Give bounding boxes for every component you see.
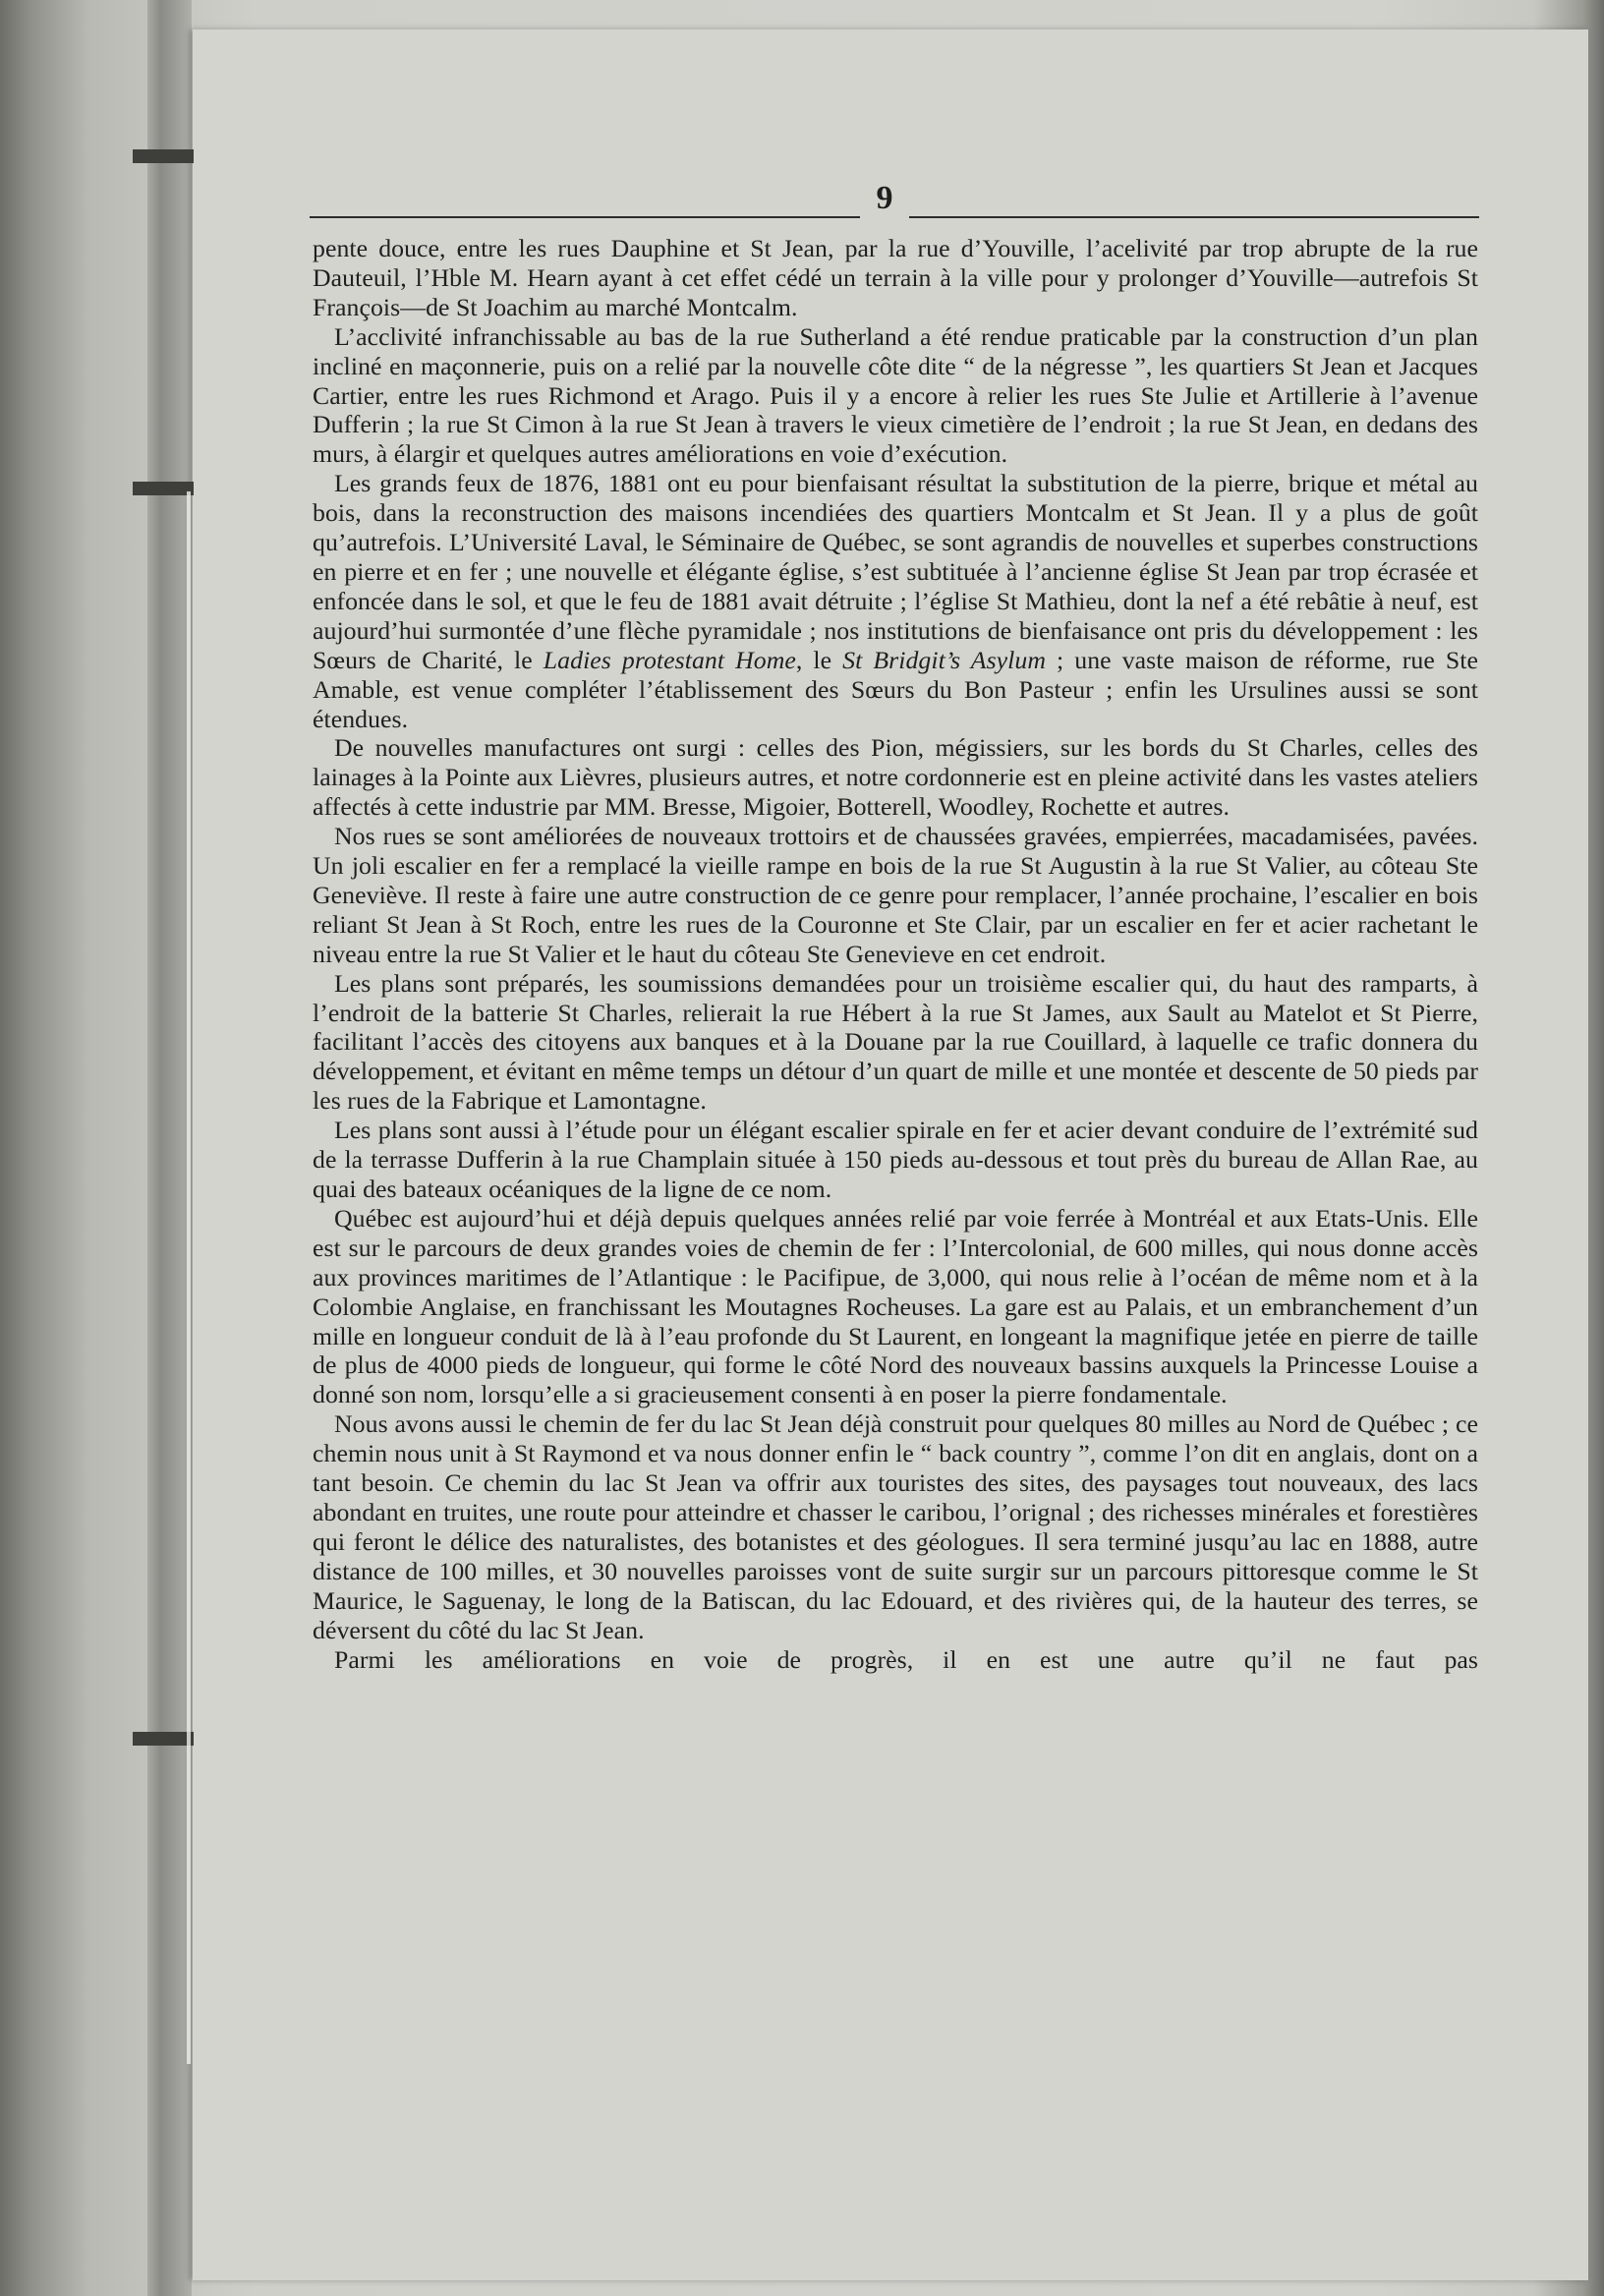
text-segment: Nos rues se sont améliorées de nouveaux trottoirs et de chaussées gravées, empierrées, macadamisées, pavées. Un joli escalier en fer a remplacé la vieille rampe en bois de la rue St Augustin à la rue St Valier, au côteau Ste Geneviève. Il reste à faire une autre construction de ce genre pour remplacer, l’année prochaine, l’escalier en bois reliant St Jean à St Roch, entre les rues de la Couronne et Ste Clair, par un escalier en fer et acier rachetant le niveau entre la rue St Valier et le haut du côteau Ste Genevieve en cet endroit.: [313, 822, 1478, 968]
paragraph: [313, 969, 1478, 1117]
paragraph: [313, 733, 1478, 822]
page-number: 9: [876, 180, 893, 216]
paragraph: [313, 1204, 1478, 1409]
text-segment: Nous avons aussi le chemin de fer du lac St Jean déjà construit pour quelques 80 milles au Nord de Québec ; ce chemin nous unit à St Raymond et va nous donner enfin le “ back country ”, comme l’on dit en anglais, dont on a tant besoin. Ce chemin du lac St Jean va offrir aux touristes des sites, des paysages tout nouveaux, des lacs abondant en truites, une route pour atteindre et chasser le caribou, l’orignal ; des richesses minérales et forestières qui feront le délice des naturalistes, des botanistes et des géologues. Il sera terminé jusqu’au lac en 1888, autre distance de 100 milles, et 30 nouvelles paroisses vont de suite surgir sur un parcours pittoresque comme le St Maurice, le Saguenay, le long de la Batiscan, du lac Edouard, et des rivières qui, de la hauteur des terres, se déversent du côté du lac St Jean.: [313, 1409, 1478, 1644]
book-gutter: [147, 0, 192, 2296]
binding-staple-top: [133, 149, 194, 163]
text-segment: , le: [795, 645, 843, 674]
header-rule-left: [310, 216, 860, 218]
text-segment: pente douce, entre les rues Dauphine et St Jean, par la rue d’Youville, l’acelivité par trop abrupte de la rue Dauteuil, l’Hble M. Hearn ayant à cet effet cédé un terrain à la ville pour y prolonger d’Youville—autrefois St François—de St Joachim au marché Montcalm.: [313, 234, 1478, 321]
page-header: [310, 180, 1479, 220]
italic-text: Ladies protestant Home: [543, 645, 796, 674]
paragraph: [313, 322, 1478, 470]
binding-staple-middle: [133, 482, 194, 495]
text-segment: Québec est aujourd’hui et déjà depuis quelques années relié par voie ferrée à Montréal et aux Etats-Unis. Elle est sur le parcours de deux grandes voies de chemin de fer : l’Intercolonial, de 600 milles, qui nous donne accès aux provinces maritimes de l’Atlantique : le Pacifipue, de 3,000, qui nous relie à l’océan de même nom et à la Colombie Anglaise, en franchissant les Moutagnes Rocheuses. La gare est au Palais, et un embranchement d’un mille en longueur conduit de là à l’eau profonde du St Laurent, en longeant la magnifique jetée en pierre de taille de plus de 4000 pieds de longueur, qui forme le côté Nord des nouveaux bassins auxquels la Princesse Louise a donné son nom, lorsqu’elle a si gracieusement consenti à en poser la pierre fondamentale.: [313, 1203, 1478, 1409]
text-segment: Parmi les améliorations en voie de progrès, il en est une autre qu’il ne faut pas: [334, 1644, 1478, 1674]
text-segment: Les grands feux de 1876, 1881 ont eu pour bienfaisant résultat la substitution de la pierre, brique et métal au bois, dans la reconstruction des maisons incendiées des quartiers Montcalm et St Jean. Il y a plus de goût qu’autrefois. L’Université Laval, le Séminaire de Québec, se sont agrandis de nouvelles et superbes constructions en pierre et en fer ; une nouvelle et élégante église, s’est subtituée à l’ancienne église St Jean par trop écrasée et enfoncée dans le sol, et que le feu de 1881 avait détruite ; l’église St Mathieu, dont la nef a été rebâtie à neuf, est aujourd’hui surmontée d’une flèche pyramidale ; nos institutions de bienfaisance ont pris du développement : les Sœurs de Charité, le: [313, 469, 1478, 674]
binding-thread: [187, 491, 191, 2064]
paragraph: [313, 469, 1478, 733]
header-rule-right: [909, 216, 1479, 218]
binding-staple-bottom: [133, 1732, 194, 1746]
paragraph: [313, 822, 1478, 969]
text-segment: Les plans sont préparés, les soumissions demandées pour un troisième escalier qui, du haut des ramparts, à l’endroit de la batterie St Charles, relierait la rue Hébert à la rue St James, aux Sault au Matelot et St Pierre, facilitant l’accès des citoyens aux banques et à la Douane par la rue Couillard, à laquelle ce trafic donnera du développement, et évitant en même temps un détour d’un quart de mille et une montée et descente de 50 pieds par les rues de la Fabrique et Lamontagne.: [313, 968, 1478, 1116]
body-text: [313, 234, 1478, 1674]
text-segment: L’acclivité infranchissable au bas de la rue Sutherland a été rendue praticable par la construction d’un plan incliné en maçonnerie, puis on a relié par la nouvelle côte dite “ de la négresse ”, les quartiers St Jean et Jacques Cartier, entre les rues Richmond et Arago. Puis il y a encore à relier les rues Ste Julie et Artillerie à l’avenue Dufferin ; la rue St Cimon à la rue St Jean à travers le vieux cimetière de l’endroit ; la rue St Jean, en dedans des murs, à élargir et quelques autres améliorations en voie d’exécution.: [313, 321, 1478, 469]
paragraph: [313, 234, 1478, 322]
paragraph: [313, 1409, 1478, 1644]
text-segment: Les plans sont aussi à l’étude pour un élégant escalier spirale en fer et acier devant conduire de l’extrémité sud de la terrasse Dufferin à la rue Champlain située à 150 pieds au-dessous et tout près du bureau de Allan Rae, au quai des bateaux océaniques de la ligne de ce nom.: [313, 1116, 1478, 1203]
text-segment: De nouvelles manufactures ont surgi : celles des Pion, mégissiers, sur les bords du St Charles, celles des lainages à la Pointe aux Lièvres, plusieurs autres, et notre cordonnerie est en pleine activité dans les vastes ateliers affectés à cette industrie par MM. Bresse, Migoier, Botterell, Woodley, Rochette et autres.: [313, 733, 1478, 822]
italic-text: St Bridgit’s Asylum: [842, 645, 1047, 674]
paragraph: [313, 1116, 1478, 1204]
paragraph: [313, 1645, 1478, 1675]
text-segment: ; une vaste maison de réforme, rue Ste Amable, est venue compléter l’établissement des Sœurs du Bon Pasteur ; enfin les Ursulines aussi se sont étendues.: [313, 645, 1478, 733]
